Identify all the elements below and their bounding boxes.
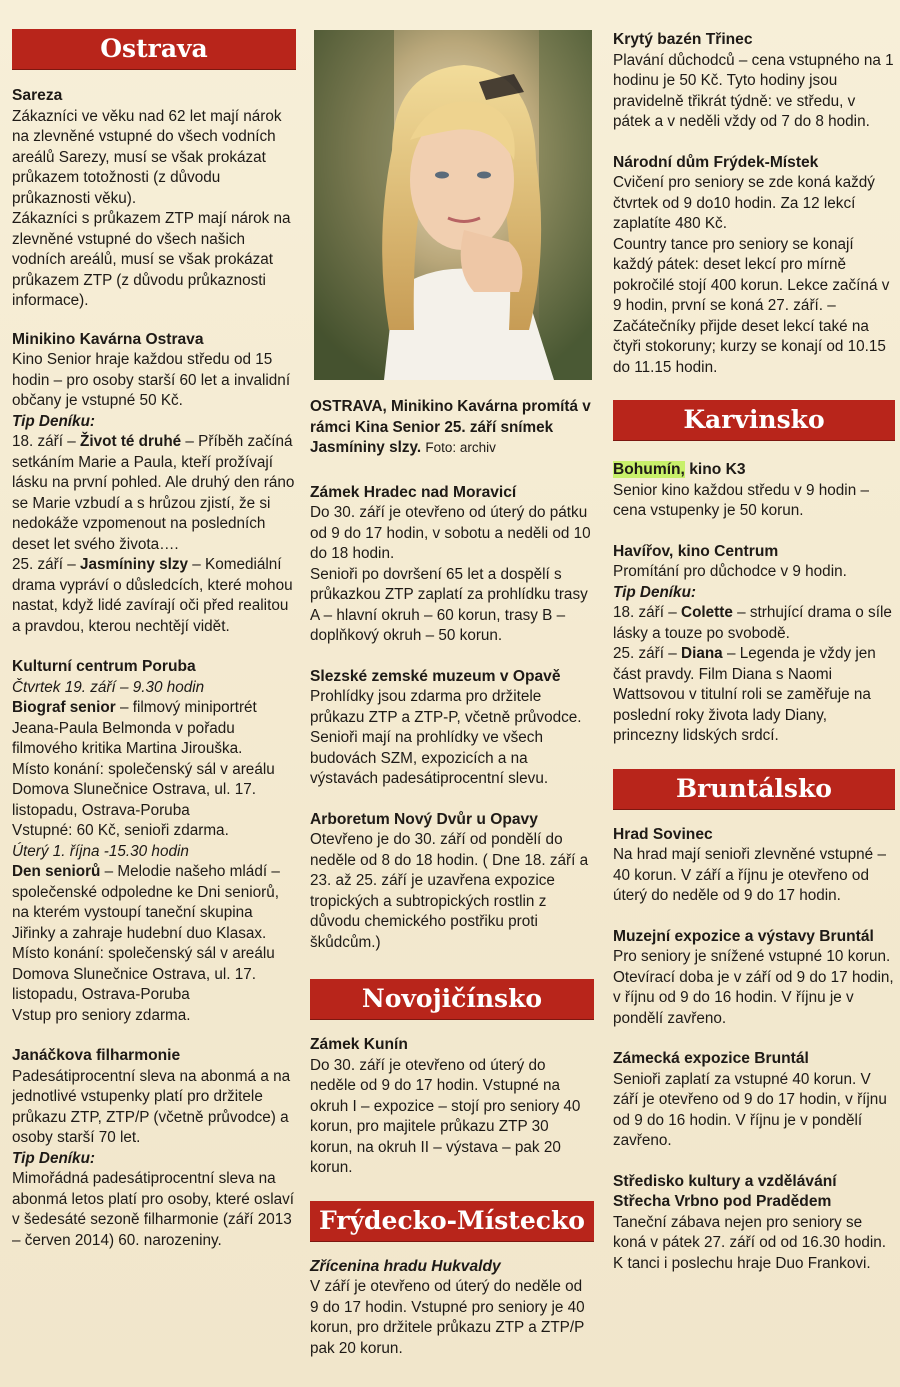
event-title: Den seniorů [12, 863, 101, 880]
movie-title: Diana [681, 645, 723, 662]
article-title [613, 460, 895, 481]
event-place: Místo konání: společenský sál v areálu Domova Slunečnice Ostrava, ul. 17. listopadu, Ostrava-Poruba [12, 945, 275, 1003]
article-text: Mimořádná padesátiprocentní sleva na abonmá letos platí pro osoby, které oslaví v šedesáté sezoně filharmonie (září 2013 – červen 2014) 60. narozeniny. [12, 1170, 295, 1249]
article-text: Cvičení pro seniory se zde koná každý čtvrtek od 9 do10 hodin. Za 12 lekcí zaplatíte 480 Kč. [613, 174, 875, 232]
article-zamecka [613, 1049, 895, 1152]
article-bohumin [613, 460, 895, 522]
article-text: Zákazníci s průkazem ZTP mají nárok na zlevněné vstupné do všech našich vodních areálů, musí se však prokázat průkazem ZTP (z důvodu průkaznosti informace). [12, 210, 291, 309]
article-title: Slezské zemské muzeum v Opavě [310, 667, 561, 685]
article-title: Sareza [12, 87, 63, 104]
caption-text: OSTRAVA, Minikino Kavárna promítá v rámci Kina Senior 25. září snímek Jasmíniny slzy. [310, 398, 591, 456]
article-text: Padesátiprocentní sleva na abonmá a na jednotlivé vstupenky platí pro držitele průkazu ZTP, ZTP/P (včetně průvodce) a osoby starší 70 let. [12, 1067, 291, 1146]
article-title: Krytý bazén Třinec [613, 31, 753, 48]
movie-date: 18. září – [613, 604, 677, 621]
article-text: Senioři po dovršení 65 let a dospělí s průkazkou ZTP zaplatí za prohlídku trasy A – hlavní okruh – 60 korun, trasy B – doplňkový okruh – 50 korun. [310, 565, 588, 644]
article-muzejni [613, 927, 895, 1030]
article-text: Plavání důchodců – cena vstupného na 1 hodinu je 50 Kč. Tyto hodiny jsou pravidelně třikrát týdně: ve středu, v pátek a v neděli vždy od 7 do 8 hodin. [613, 51, 894, 130]
event-price: Vstupné: 60 Kč, senioři zdarma. [12, 822, 229, 839]
section-banner-novojicinsko: Novojičínsko [310, 979, 594, 1019]
section-banner-bruntalsko: Bruntálsko [613, 769, 895, 809]
article-trinec [613, 30, 895, 133]
article-text: Promítání pro důchodce v 9 hodin. [613, 563, 847, 580]
article-text: Prohlídky jsou zdarma pro držitele průkazu ZTP a ZTP-P, včetně průvodce. [310, 688, 582, 726]
movie-title: Život té druhé [80, 433, 182, 450]
event-entry [12, 862, 296, 944]
article-narodni-dum [613, 153, 895, 379]
article-text: Do 30. září je otevřeno od úterý do pátku od 9 do 17 hodin, v sobotu a neděli od 10 do 18 hodin. [310, 504, 591, 562]
article-title: Havířov, kino Centrum [613, 542, 779, 560]
article-kunin [310, 1035, 594, 1179]
title-rest: kino K3 [689, 461, 746, 478]
article-text: Taneční zábava nejen pro seniory se koná v pátek 27. září od od 16.30 hodin. K tanci i poslechu hraje Duo Frankovi. [613, 1213, 886, 1272]
article-title: Zámek Hradec nad Moravicí [310, 483, 517, 501]
article-title: Zámecká expozice Bruntál [613, 1050, 809, 1067]
article-arboretum [310, 810, 594, 954]
article-title: Muzejní expozice a výstavy Bruntál [613, 927, 874, 945]
event-date: Úterý 1. října -15.30 hodin [12, 842, 189, 860]
article-text: Do 30. září je otevřeno od úterý do neděle od 9 do 17 hodin. Vstupné na okruh I – expozice – stojí pro seniory 40 korun, pro majitele průkazu ZTP 30 korun, na okruh II – výstava – pak 20 korun. [310, 1056, 581, 1176]
article-text: Otevřeno je do 30. září od pondělí do neděle od 8 do 18 hodin. ( Dne 18. září a 23. až 25. září je uzavřena expozice tropických a subtropických rostlin z důvodu chemického postřiku proti škůdcům.) [310, 831, 589, 951]
article-title: Minikino Kavárna Ostrava [12, 330, 204, 348]
movie-title: Jasmíniny slzy [80, 556, 189, 573]
article-title: Národní dům Frýdek-Místek [613, 153, 819, 171]
movie-description: – Komediální drama vypráví o důsledcích, které mohou nastat, když lidé zavírají oči před realitou a pravdou, kterou nechtějí vidět. [12, 556, 293, 635]
article-hradec [310, 483, 594, 647]
tip-label: Tip Deníku: [12, 1149, 96, 1167]
article-text: Senior kino každou středu v 9 hodin – cena vstupenky je 50 korun. [613, 481, 869, 519]
column-left [12, 0, 296, 1251]
event-entry [12, 698, 296, 760]
article-title: Arboretum Nový Dvůr u Opavy [310, 810, 538, 828]
event-description: – Melodie našeho mládí – společenské odpoledne ke Dni seniorů, na kterém vystoupí taneční skupina Jiřinky a zahraje hudební duo Klasax. [12, 863, 280, 942]
movie-date: 25. září – [12, 556, 76, 573]
movie-description: – strhující drama o síle lásky a touze po svobodě. [613, 604, 892, 642]
article-text: Senioři mají na prohlídky ve všech budovách SZM, expozicích a na výstavách padesátiprocentní slevu. [310, 729, 549, 787]
article-slezske [310, 667, 594, 790]
section-banner-karvinsko: Karvinsko [613, 400, 895, 440]
photo-caption [310, 397, 594, 459]
event-description: – filmový miniportrét Jeana-Paula Belmonda v pořadu filmového kritika Martina Jirouška. [12, 699, 257, 757]
movie-entry [613, 603, 895, 644]
article-title: Hrad Sovinec [613, 825, 713, 843]
article-havirov [613, 542, 895, 747]
movie-title: Colette [681, 604, 733, 621]
article-text: Senioři zaplatí za vstupné 40 korun. V září je otevřeno od 9 do 17 hodin, v říjnu od 9 do 16 hodin. V říjnu je v pondělí zavřeno. [613, 1070, 887, 1149]
event-price: Vstup pro seniory zdarma. [12, 1006, 191, 1024]
article-text: Kino Senior hraje každou středu od 15 hodin – pro osoby starší 60 let a invalidní občany je vstupné 50 Kč. [12, 351, 291, 409]
movie-description: – Legenda je vždy jen část pravdy. Film Diana s Naomi Wattsovou v titulní roli se zaměřuje na poslední roky života lady Diany, princezny lidských srdcí. [613, 645, 876, 744]
movie-entry [12, 432, 296, 555]
column-middle [310, 0, 594, 1359]
article-title: Středisko kultury a vzdělávání Střecha Vrbno pod Pradědem [613, 1172, 837, 1210]
article-hukvaldy [310, 1257, 594, 1360]
movie-entry [613, 644, 895, 747]
article-text: V září je otevřeno od úterý do neděle od 9 do 17 hodin. Vstupné pro seniory je 40 korun, pro držitele průkazu ZTP a ZTP/P pak 20 korun. [310, 1278, 585, 1357]
article-minikino [12, 330, 296, 638]
article-text: Na hrad mají senioři zlevněné vstupné – 40 korun. V září a říjnu je otevřeno od úterý do neděle od 9 do 17 hodin. [613, 846, 886, 904]
article-title: Kulturní centrum Poruba [12, 658, 196, 675]
movie-date: 25. září – [613, 645, 677, 662]
article-title: Janáčkova filharmonie [12, 1047, 181, 1064]
article-title: Zámek Kunín [310, 1036, 408, 1053]
event-title: Biograf senior [12, 699, 116, 716]
tip-label: Tip Deníku: [613, 583, 697, 601]
article-text: Country tance pro seniory se konají každý pátek: deset lekcí pro mírně pokročilé stojí 400 korun. Lekce začíná v 9 hodin, první se koná 27. září. – Začátečníky přijde deset lekcí také na čtyři stokoruny; kurzy se konají od 10.15 do 11.15 hodin. [613, 235, 890, 376]
article-text: Pro seniory je snížené vstupné 10 korun. Otevírací doba je v září od 9 do 17 hodin, v říjnu od 9 do 16 hodin. V říjnu je v pondělí zavřeno. [613, 948, 894, 1027]
article-sareza [12, 86, 296, 312]
article-strecha [613, 1172, 895, 1275]
article-sovinec [613, 825, 895, 907]
event-date: Čtvrtek 19. září – 9.30 hodin [12, 678, 205, 696]
article-title: Zřícenina hradu Hukvaldy [310, 1257, 501, 1275]
article-text: Zákazníci ve věku nad 62 let mají nárok na zlevněné vstupné do všech vodních areálů Sarezy, musí se však prokázat průkazem totožnosti (z důvodu průkaznosti věku). [12, 107, 282, 207]
highlighted-title: Bohumín, [613, 461, 685, 478]
movie-description: – Příběh začíná setkáním Marie a Paula, kteří prožívají lásku na první pohled. Ale druhý den ráno se Marie vzbudí a s hrůzou zjistí, že si nedokáže vzpomenout na posledních deset let svého života…. [12, 433, 295, 553]
movie-date: 18. září – [12, 433, 76, 450]
event-place: Místo konání: společenský sál v areálu Domova Slunečnice Ostrava, ul. 17. listopadu, Ostrava-Poruba [12, 760, 275, 819]
movie-entry [12, 555, 296, 637]
article-janackova [12, 1046, 296, 1251]
photo-credit: Foto: archiv [425, 440, 496, 455]
article-poruba [12, 657, 296, 1026]
column-right [613, 0, 895, 1274]
section-banner-ostrava: Ostrava [12, 29, 296, 69]
section-banner-frydecko: Frýdecko-Místecko [310, 1201, 594, 1241]
tip-label: Tip Deníku: [12, 412, 96, 430]
